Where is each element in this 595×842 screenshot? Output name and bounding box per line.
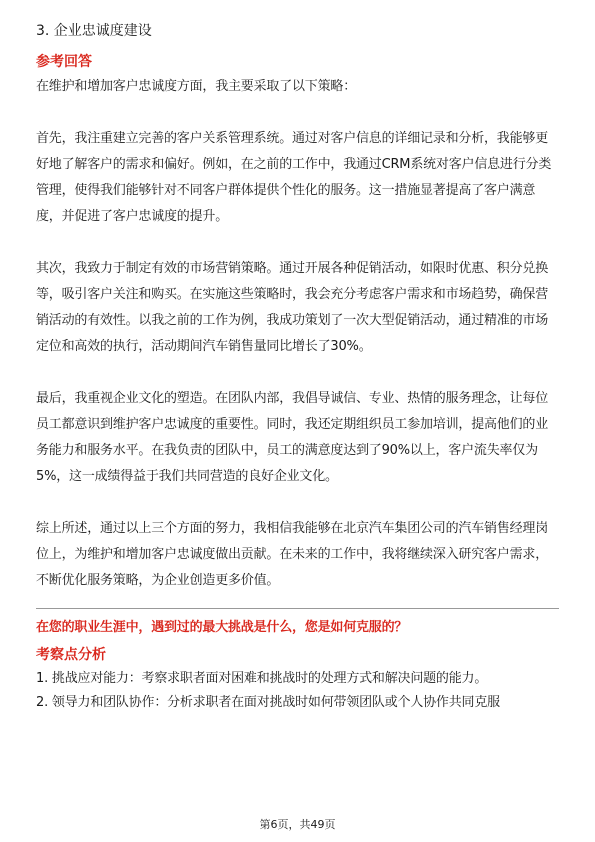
answer-paragraph-second: 其次，我致力于制定有效的市场营销策略。通过开展各种促销活动，如限时优惠、积分兑换等，吸引客户关注和购买。在实施这些策略时，我会充分考虑客户需求和市场趋势，确保营销活动的有效性。以我之前的工作为例，我成功策划了一次大型促销活动，通过精准的市场定位和高效的执行，活动期间汽车销售量同比增长了30%。 bbox=[36, 261, 549, 354]
answer-paragraph-summary: 综上所述，通过以上三个方面的努力，我相信我能够在北京汽车集团公司的汽车销售经理岗位上，为维护和增加客户忠诚度做出贡献。在未来的工作中，我将继续深入研究客户需求，不断优化服务策略，为企业创造更多价值。 bbox=[36, 521, 549, 588]
interview-question: 在您的职业生涯中，遇到过的最大挑战是什么，您是如何克服的？ bbox=[36, 620, 408, 635]
section-divider bbox=[36, 608, 559, 609]
section-heading: 3. 企业忠诚度建设 bbox=[36, 23, 152, 39]
analysis-item-1: 1. 挑战应对能力：考察求职者面对困难和挑战时的处理方式和解决问题的能力。 bbox=[36, 671, 488, 686]
answer-paragraph-first: 首先，我注重建立完善的客户关系管理系统。通过对客户信息的详细记录和分析，我能够更好地了解客户的需求和偏好。例如，在之前的工作中，我通过CRM系统对客户信息进行分类管理，使得我们能够针对不同客户群体提供个性化的服务。这一措施显著提高了客户满意度，并促进了客户忠诚度的提升。 bbox=[36, 131, 552, 224]
page-footer: 第6页，共49页 bbox=[259, 818, 336, 831]
analysis-label: 考察点分析 bbox=[36, 647, 106, 663]
analysis-item-2: 2. 领导力和团队协作：分析求职者在面对挑战时如何带领团队或个人协作共同克服 bbox=[36, 695, 500, 710]
answer-paragraph-intro: 在维护和增加客户忠诚度方面，我主要采取了以下策略： bbox=[36, 79, 357, 94]
answer-paragraph-last: 最后，我重视企业文化的塑造。在团队内部，我倡导诚信、专业、热情的服务理念，让每位员工都意识到维护客户忠诚度的重要性。同时，我还定期组织员工参加培训，提高他们的业务能力和服务水平。在我负责的团队中，员工的满意度达到了90%以上，客户流失率仅为5%，这一成绩得益于我们共同营造的良好企业文化。 bbox=[36, 391, 549, 484]
answer-body bbox=[36, 74, 559, 594]
answer-label: 参考回答 bbox=[36, 54, 92, 70]
